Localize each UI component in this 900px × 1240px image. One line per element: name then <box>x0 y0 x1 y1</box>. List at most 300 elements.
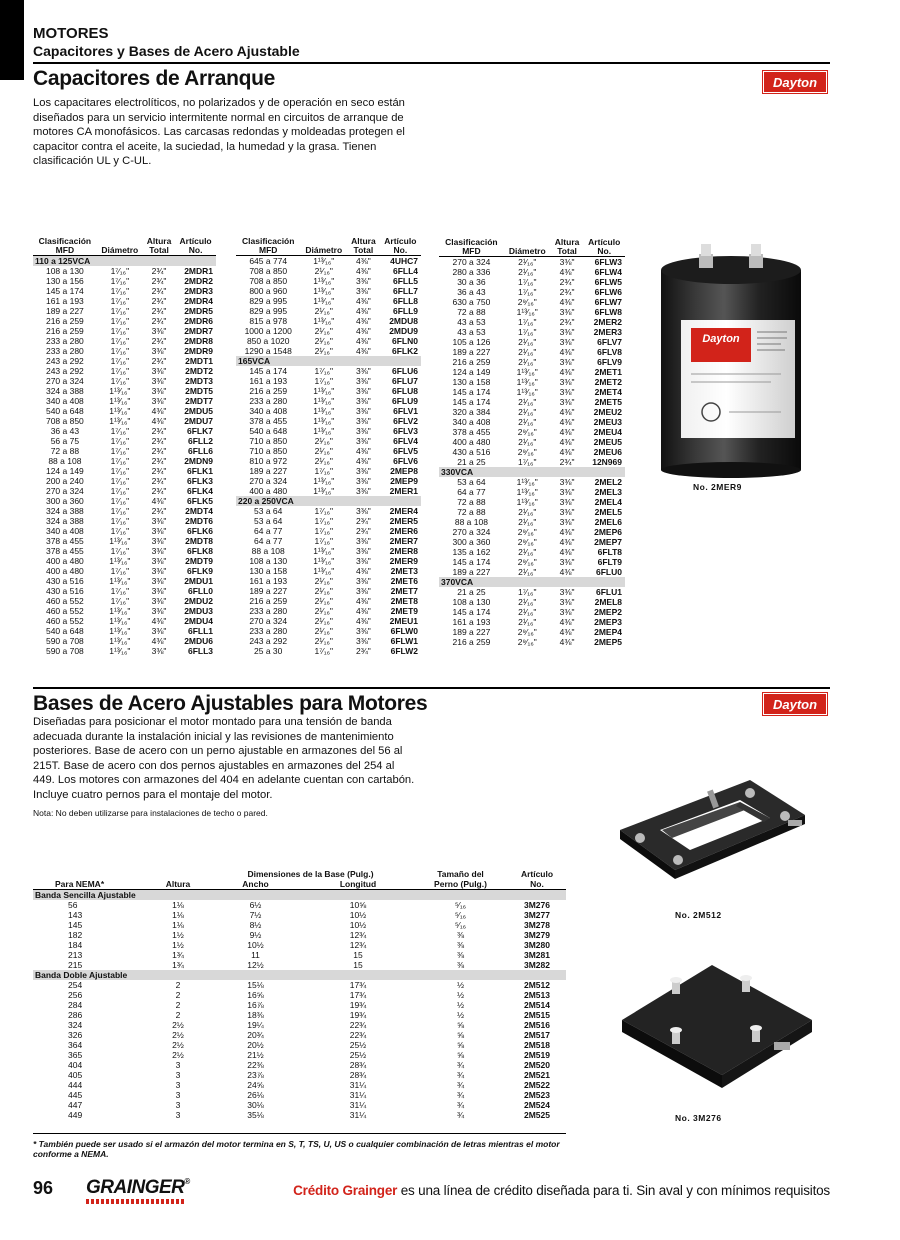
item-number-cell: 6FLU0 <box>596 567 622 577</box>
rating-cell: 72 a 88 <box>50 446 80 456</box>
bases-rule <box>33 687 830 689</box>
item-number-cell: 2MER2 <box>593 317 622 327</box>
item-number-cell: 6FLU8 <box>392 386 418 396</box>
table-row <box>236 336 421 346</box>
column-header: MFD <box>439 247 504 257</box>
item-number-cell: 6FLL9 <box>392 306 418 316</box>
item-number-cell: 6FLW6 <box>594 287 622 297</box>
table-row <box>439 617 625 627</box>
height-cell: 3⅜" <box>559 517 575 527</box>
item-number-cell: 2MDR7 <box>184 326 213 336</box>
height-cell: 3⅜" <box>151 516 167 526</box>
rating-cell: 270 a 324 <box>452 257 491 267</box>
height-cell: 2¾" <box>151 506 167 516</box>
height-cell: 2¾" <box>151 306 167 316</box>
diameter-cell: 1¹³⁄₁₆" <box>109 646 131 656</box>
table-row <box>33 910 566 920</box>
table-row <box>236 576 421 586</box>
rating-cell: 124 a 149 <box>45 466 84 476</box>
item-number-cell: 2MEP7 <box>594 537 622 547</box>
item-number-cell: 2MET7 <box>390 586 418 596</box>
diameter-cell: 2¹⁄₁₆" <box>314 446 333 456</box>
height-cell: 3⅜" <box>151 326 167 336</box>
column-header: Clasificación <box>38 236 92 246</box>
height-cell: 3⅜" <box>151 346 167 356</box>
rating-cell: 460 a 552 <box>45 596 84 606</box>
height-cell: 3⅜" <box>151 566 167 576</box>
rating-cell: 145 a 174 <box>452 557 491 567</box>
height-cell: 3⅜" <box>355 386 371 396</box>
diameter-cell: 2¹⁄₁₆" <box>314 636 333 646</box>
item-number-cell: 6FLW1 <box>390 636 418 646</box>
item-number-cell: 6FLK7 <box>187 426 213 436</box>
length-cell: 22¾ <box>349 1020 367 1030</box>
bolt-size-cell: ½ <box>456 990 465 1000</box>
rating-cell: 145 a 174 <box>452 387 491 397</box>
height-cell: 4⅜" <box>559 627 575 637</box>
diameter-cell: 1¹³⁄₁₆" <box>313 476 335 486</box>
length-cell: 17¾ <box>349 990 367 1000</box>
diameter-cell: 1⁷⁄₁₆" <box>314 646 334 656</box>
column-header: Tamaño del <box>437 869 484 879</box>
table-row <box>439 567 625 577</box>
table-row <box>236 406 421 416</box>
item-number-cell: 4UHC7 <box>390 256 418 266</box>
table-row <box>33 980 566 990</box>
item-number-cell: 2MDR2 <box>184 276 213 286</box>
diameter-cell: 1¹³⁄₁₆" <box>313 406 335 416</box>
diameter-cell: 1¹³⁄₁₆" <box>516 367 538 377</box>
height-cell: 3⅜" <box>151 626 167 636</box>
item-number-cell: 2MER3 <box>593 327 622 337</box>
grainger-logo-stripes <box>86 1199 186 1204</box>
nema-cell: 182 <box>68 930 83 940</box>
diameter-cell: 1¹³⁄₁₆" <box>109 406 131 416</box>
diameter-cell: 1⁷⁄₁₆" <box>110 346 130 356</box>
item-number-cell: 2MDU9 <box>389 326 418 336</box>
height-cell: 4⅜" <box>355 346 371 356</box>
item-number-cell: 2MDU5 <box>184 406 213 416</box>
diameter-cell: 1⁷⁄₁₆" <box>314 536 334 546</box>
width-cell: 8½ <box>249 920 262 930</box>
height-cell: 2¾" <box>151 426 167 436</box>
item-number-cell: 2M512 <box>524 980 550 990</box>
table-row <box>439 347 625 357</box>
table-row <box>33 900 566 910</box>
column-header: Longitud <box>303 880 413 890</box>
rating-cell: 108 a 130 <box>452 597 491 607</box>
height-cell: 3⅜" <box>559 497 575 507</box>
table-row <box>439 517 625 527</box>
diameter-cell: 1¹³⁄₁₆" <box>109 416 131 426</box>
diameter-cell: 2⁹⁄₁₆" <box>517 627 537 637</box>
height-cell: 2½ <box>172 1020 184 1030</box>
diameter-cell: 1⁷⁄₁₆" <box>110 356 130 366</box>
height-cell: 4⅜" <box>355 316 371 326</box>
diameter-cell: 1⁷⁄₁₆" <box>314 516 334 526</box>
diameter-cell: 2¹⁄₁₆" <box>518 337 537 347</box>
height-cell: 2¾" <box>151 446 167 456</box>
diameter-cell: 1¹³⁄₁₆" <box>313 546 335 556</box>
diameter-cell: 1⁷⁄₁₆" <box>110 516 130 526</box>
table-row <box>33 296 216 306</box>
length-cell: 12¾ <box>349 930 367 940</box>
height-cell: 3⅜" <box>151 646 167 656</box>
item-number-cell: 6FLV9 <box>597 357 622 367</box>
diameter-cell: 1¹³⁄₁₆" <box>516 477 538 487</box>
item-number-cell: 6FLL5 <box>392 276 418 286</box>
item-number-cell: 6FLU6 <box>392 366 418 376</box>
height-cell: 4⅜" <box>355 296 371 306</box>
item-number-cell: 2MDU7 <box>184 416 213 426</box>
height-cell: 3⅜" <box>355 636 371 646</box>
height-cell: 4⅜" <box>355 566 371 576</box>
column-header: Artículo <box>384 236 417 246</box>
item-number-cell: 2M518 <box>524 1040 550 1050</box>
item-number-cell: 6FLU7 <box>392 376 418 386</box>
table-row <box>33 346 216 356</box>
bolt-size-cell: ⅜ <box>456 940 465 950</box>
rating-cell: 64 a 77 <box>254 526 283 536</box>
height-cell: 3⅜" <box>151 586 167 596</box>
width-cell: 22⅜ <box>247 1060 264 1070</box>
table-row <box>236 526 421 536</box>
page-number: 96 <box>33 1178 54 1198</box>
height-cell: 3⅜" <box>559 587 575 597</box>
height-cell: 2¾" <box>151 336 167 346</box>
nema-cell: 324 <box>68 1020 83 1030</box>
diameter-cell: 1¹³⁄₁₆" <box>109 626 131 636</box>
height-cell: 3 <box>175 1090 181 1100</box>
height-cell: 3⅜" <box>151 556 167 566</box>
diameter-cell: 2¹⁄₁₆" <box>314 326 333 336</box>
column-header: Diámetro <box>300 246 347 256</box>
height-cell: 3⅜" <box>559 557 575 567</box>
height-cell: 2¾" <box>151 296 167 306</box>
table-row <box>439 457 625 467</box>
item-number-cell: 6FLK2 <box>392 346 418 356</box>
table-row <box>33 1070 566 1080</box>
rating-cell: 189 a 227 <box>249 586 288 596</box>
table-row <box>33 1100 566 1110</box>
length-cell: 15 <box>353 960 363 970</box>
table-row <box>236 376 421 386</box>
bolt-size-cell: ⅝ <box>456 1020 465 1030</box>
diameter-cell: 2¹⁄₁₆" <box>518 417 537 427</box>
height-cell: 3⅜" <box>355 476 371 486</box>
rating-cell: 72 a 88 <box>457 507 486 517</box>
diameter-cell: 1¹³⁄₁₆" <box>313 296 335 306</box>
rating-cell: 1000 a 1200 <box>244 326 292 336</box>
length-cell: 10½ <box>349 920 367 930</box>
height-cell: 1⅛ <box>172 900 184 910</box>
table-row <box>236 396 421 406</box>
nema-cell: 284 <box>68 1000 83 1010</box>
base-image-caption-1: No. 2M512 <box>675 910 722 920</box>
rating-cell: 378 a 455 <box>45 546 84 556</box>
diameter-cell: 1⁷⁄₁₆" <box>110 486 130 496</box>
table-row <box>33 1040 566 1050</box>
item-number-cell: 6FLW3 <box>594 257 622 267</box>
diameter-cell: 1⁷⁄₁₆" <box>314 466 334 476</box>
rating-cell: 810 a 972 <box>249 456 288 466</box>
height-cell: 3⅜" <box>151 526 167 536</box>
item-number-cell: 2MEP4 <box>594 627 622 637</box>
diameter-cell: 1¹³⁄₁₆" <box>313 426 335 436</box>
height-cell: 3⅜" <box>559 607 575 617</box>
height-cell: 3⅜" <box>355 286 371 296</box>
table-row <box>33 1080 566 1090</box>
nema-cell: 444 <box>68 1080 83 1090</box>
column-header: Diámetro <box>97 246 143 256</box>
height-cell: 1½ <box>172 930 184 940</box>
length-cell: 19¾ <box>349 1010 367 1020</box>
diameter-cell: 1¹³⁄₁₆" <box>109 386 131 396</box>
rating-cell: 324 a 388 <box>45 516 84 526</box>
nema-cell: 405 <box>68 1070 83 1080</box>
table-row <box>439 297 625 307</box>
table-row <box>236 586 421 596</box>
height-cell: 1½ <box>172 940 184 950</box>
height-cell: 3⅜" <box>559 507 575 517</box>
item-number-cell: 2MDR8 <box>184 336 213 346</box>
diameter-cell: 1¹³⁄₁₆" <box>516 497 538 507</box>
diameter-cell: 1⁷⁄₁₆" <box>110 586 130 596</box>
height-cell: 4⅜" <box>355 616 371 626</box>
rating-cell: 189 a 227 <box>452 347 491 357</box>
table-row <box>439 397 625 407</box>
column-header: Artículo <box>179 236 212 246</box>
rating-cell: 88 a 108 <box>48 456 82 466</box>
height-cell: 3⅜" <box>151 396 167 406</box>
item-number-cell: 2MEU4 <box>593 427 622 437</box>
rating-cell: 36 a 43 <box>457 287 486 297</box>
rating-cell: 270 a 324 <box>249 616 288 626</box>
item-number-cell: 2MEP3 <box>594 617 622 627</box>
item-number-cell: 6FLV1 <box>393 406 418 416</box>
height-cell: 3 <box>175 1060 181 1070</box>
height-cell: 4⅜" <box>151 416 167 426</box>
column-header: Altura <box>148 880 208 890</box>
column-header: No. <box>175 246 216 256</box>
rating-cell: 800 a 960 <box>249 286 288 296</box>
column-header: Diámetro <box>504 247 551 257</box>
item-number-cell: 6FLK4 <box>187 486 213 496</box>
grainger-brand: GRAINGER <box>86 1177 185 1198</box>
diameter-cell: 2¹⁄₁₆" <box>518 407 537 417</box>
item-number-cell: 2MDR6 <box>184 316 213 326</box>
item-number-cell: 2MEU3 <box>593 417 622 427</box>
diameter-cell: 1¹³⁄₁₆" <box>313 276 335 286</box>
item-number-cell: 2MDT2 <box>185 366 213 376</box>
diameter-cell: 2¹⁄₁₆" <box>314 586 333 596</box>
width-cell: 15⅛ <box>247 980 264 990</box>
height-cell: 3⅜" <box>355 546 371 556</box>
column-header: Clasificación <box>242 236 295 246</box>
width-cell: 11 <box>251 950 260 960</box>
item-number-cell: 2MDU1 <box>184 576 213 586</box>
rating-cell: 590 a 708 <box>45 646 84 656</box>
table-row <box>33 586 216 596</box>
item-number-cell: 2MET6 <box>390 576 418 586</box>
table-row <box>439 547 625 557</box>
table-row <box>439 427 625 437</box>
bolt-size-cell: ¾ <box>456 1110 465 1120</box>
item-number-cell: 2MEP5 <box>594 637 622 647</box>
item-number-cell: 2MDR1 <box>184 266 213 276</box>
table-row <box>236 326 421 336</box>
height-cell: 2¾" <box>151 266 167 276</box>
width-cell: 10½ <box>247 940 264 950</box>
table-row <box>33 536 216 546</box>
item-number-cell: 2MET1 <box>594 367 622 377</box>
table-row <box>236 306 421 316</box>
table-row <box>439 377 625 387</box>
width-cell: 16⅝ <box>247 990 264 1000</box>
item-number-cell: 6FLL4 <box>392 266 418 276</box>
height-cell: 4⅜" <box>559 527 575 537</box>
height-cell: 2½ <box>172 1040 184 1050</box>
table-row <box>236 316 421 326</box>
diameter-cell: 2¹⁄₁₆" <box>518 547 537 557</box>
rating-cell: 850 a 1020 <box>246 336 290 346</box>
height-cell: 4⅜" <box>559 447 575 457</box>
item-number-cell: 6FLT8 <box>597 547 622 557</box>
rating-cell: 270 a 324 <box>452 527 491 537</box>
height-cell: 3 <box>175 1070 181 1080</box>
bolt-size-cell: ⁵⁄₁₆ <box>454 920 467 930</box>
item-number-cell: 2MET8 <box>390 596 418 606</box>
height-cell: 4⅜" <box>559 407 575 417</box>
item-number-cell: 2M513 <box>524 990 550 1000</box>
capacitor-image-caption: No. 2MER9 <box>693 482 742 492</box>
length-cell: 17¾ <box>349 980 367 990</box>
rating-cell: 145 a 174 <box>452 397 491 407</box>
item-number-cell: 2M515 <box>524 1010 550 1020</box>
diameter-cell: 1⁷⁄₁₆" <box>314 366 334 376</box>
diameter-cell: 1¹³⁄₁₆" <box>313 556 335 566</box>
rating-cell: 189 a 227 <box>249 466 288 476</box>
capacitors-description: Los capacitares electrolíticos, no polarizados y de operación en seco están diseñados para un servicio intermitente normal en circuitos de arranque de motores CA monofásicos. Las carcasas redondas y moldeadas protegen el capacitor contra el aceite, la suciedad, la humedad y la grasa. Tienen clasificación UL y C-UL. <box>33 97 405 168</box>
table-row <box>439 267 625 277</box>
item-number-cell: 2MER5 <box>389 516 418 526</box>
rating-cell: 216 a 259 <box>45 316 84 326</box>
bolt-size-cell: ½ <box>456 1000 465 1010</box>
height-cell: 4⅜" <box>355 256 371 266</box>
height-cell: 3⅜" <box>355 276 371 286</box>
diameter-cell: 1¹³⁄₁₆" <box>109 536 131 546</box>
height-cell: 2¾" <box>559 317 575 327</box>
item-number-cell: 2MDR3 <box>184 286 213 296</box>
diameter-cell: 1⁷⁄₁₆" <box>110 316 130 326</box>
table-row <box>439 277 625 287</box>
height-cell: 3⅜" <box>559 387 575 397</box>
item-number-cell: 3M279 <box>524 930 550 940</box>
item-number-cell: 2MDN9 <box>184 456 213 466</box>
capacitor-table-2 <box>236 237 421 656</box>
height-cell: 3⅜" <box>355 416 371 426</box>
rating-cell: 270 a 324 <box>45 486 84 496</box>
rating-cell: 53 a 64 <box>457 477 486 487</box>
height-cell: 3⅜" <box>559 597 575 607</box>
height-cell: 3⅜" <box>559 397 575 407</box>
nema-cell: 447 <box>68 1100 83 1110</box>
rating-cell: 216 a 259 <box>452 357 491 367</box>
section-title: MOTORES <box>33 25 109 42</box>
item-number-cell: 2M522 <box>524 1080 550 1090</box>
diameter-cell: 2⁹⁄₁₆" <box>517 637 537 647</box>
item-number-cell: 6FLL3 <box>187 646 213 656</box>
height-cell: 4⅜" <box>559 437 575 447</box>
bolt-size-cell: ¾ <box>456 1100 465 1110</box>
table-row <box>33 1010 566 1020</box>
voltage-group-label: 165VCA <box>236 356 421 366</box>
rating-cell: 21 a 25 <box>457 587 486 597</box>
table-row <box>439 537 625 547</box>
table-row <box>33 606 216 616</box>
base-image-caption-2: No. 3M276 <box>675 1113 722 1123</box>
width-cell: 23⅞ <box>247 1070 264 1080</box>
table-row <box>439 407 625 417</box>
table-row <box>236 636 421 646</box>
height-cell: 4⅜" <box>355 266 371 276</box>
table-row <box>33 1060 566 1070</box>
diameter-cell: 1⁷⁄₁₆" <box>517 457 537 467</box>
rating-cell: 710 a 850 <box>249 436 288 446</box>
length-cell: 31¼ <box>349 1110 367 1120</box>
table-row <box>33 646 216 656</box>
nema-cell: 184 <box>68 940 83 950</box>
height-cell: 4⅜" <box>355 596 371 606</box>
height-cell: 2 <box>175 990 181 1000</box>
diameter-cell: 1¹³⁄₁₆" <box>109 556 131 566</box>
rating-cell: 53 a 64 <box>254 506 283 516</box>
rating-cell: 161 a 193 <box>249 376 288 386</box>
table-row <box>236 256 421 267</box>
belt-group-label: Banda Doble Ajustable <box>33 970 566 980</box>
nema-cell: 445 <box>68 1090 83 1100</box>
diameter-cell: 2¹⁄₁₆" <box>518 347 537 357</box>
bases-footnote: * También puede ser usado si el armazón del motor termina en S, T, TS, U, US o cualquier combinación de letras mientras el motor conforme a NEMA. <box>33 1139 560 1159</box>
item-number-cell: 2MEP8 <box>390 466 418 476</box>
rating-cell: 400 a 480 <box>249 486 288 496</box>
diameter-cell: 1¹³⁄₁₆" <box>109 636 131 646</box>
diameter-cell: 1¹³⁄₁₆" <box>313 386 335 396</box>
height-cell: 2¾" <box>355 646 371 656</box>
item-number-cell: 2MER7 <box>389 536 418 546</box>
height-cell: 3⅜" <box>559 477 575 487</box>
item-number-cell: 2MET2 <box>594 377 622 387</box>
table-row <box>33 616 216 626</box>
height-cell: 3⅜" <box>151 366 167 376</box>
item-number-cell: 2MER4 <box>389 506 418 516</box>
table-row <box>439 587 625 597</box>
item-number-cell: 2MER9 <box>389 556 418 566</box>
item-number-cell: 2MEP9 <box>390 476 418 486</box>
nema-cell: 286 <box>68 1010 83 1020</box>
item-number-cell: 2MET9 <box>390 606 418 616</box>
table-row <box>439 417 625 427</box>
height-cell: 2½ <box>172 1030 184 1040</box>
diameter-cell: 1⁷⁄₁₆" <box>110 526 130 536</box>
height-cell: 4⅜" <box>559 427 575 437</box>
item-number-cell: 2M520 <box>524 1060 550 1070</box>
column-header: Altura <box>351 236 376 246</box>
diameter-cell: 1¹³⁄₁₆" <box>516 487 538 497</box>
height-cell: 3⅜" <box>355 376 371 386</box>
item-number-cell: 6FLL6 <box>187 446 213 456</box>
credit-banner <box>293 1183 830 1198</box>
